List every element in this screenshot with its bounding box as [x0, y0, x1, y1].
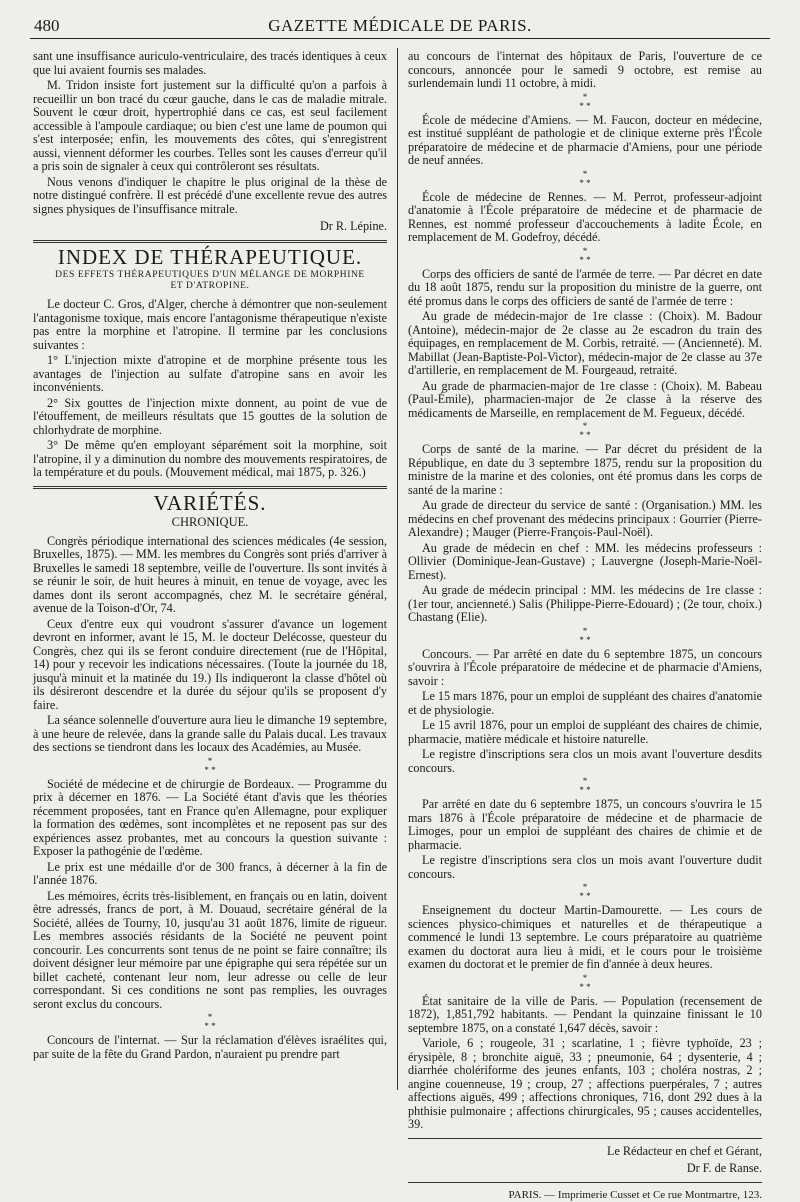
paragraph: Au grade de pharmacien-major de 1re classe : (Choix). M. Babeau (Paul-Émile), pharmacien-major de 2e classe à la réserve des médicaments de Marseille, en remplacement de M. Fegueux, décédé.: [408, 380, 762, 421]
paragraph: 3° De même qu'en employant séparément soit la morphine, soit l'atropine, il y a diminution du nombre des mouvements respiratoires, de la température et du pouls. (Mouvement médical, mai 1875, p. 326.): [33, 439, 387, 480]
paragraph: École de médecine de Rennes. — M. Perrot, professeur-adjoint d'anatomie à l'École préparatoire de médecine et de pharmacie de Rennes, est nommé professeur d'accouchements à ladite École, en remplacement de M. Godefroy, décédé.: [408, 191, 762, 245]
paragraph: Par arrêté en date du 6 septembre 1875, un concours s'ouvrira le 15 mars 1876 à l'École préparatoire de médecine et de pharmacie de Limoges, pour un emploi de suppléant des chaires de chimie et de pharmacie.: [408, 798, 762, 852]
asterism: * * *: [33, 1013, 387, 1031]
paragraph: Le prix est une médaille d'or de 300 francs, à décerner à la fin de l'année 1876.: [33, 861, 387, 888]
paragraph: Variole, 6 ; rougeole, 31 ; scarlatine, 1 ; fièvre typhoïde, 23 ; érysipèle, 8 ; bronchite aiguë, 33 ; pneumonie, 64 ; dysenterie, 4 ; diarrhée cholériforme des jeunes enfants, 103 ; choléra nostras, 2 ; angine couenneuse, 19 ; croup, 27 ; affections puerpérales, 7 ; autres affections aiguës, 499 ; affections chroniques, 716, dont 292 dues à la phthisie pulmonaire ; affections chirurgicales, 95 ; causes accidentelles, 39.: [408, 1037, 762, 1132]
section-rule: [408, 1138, 762, 1139]
journal-title: GAZETTE MÉDICALE DE PARIS.: [30, 16, 770, 36]
editor-signature: Dr F. de Ranse.: [408, 1162, 762, 1176]
right-column: [408, 50, 762, 1202]
asterism: * * *: [408, 883, 762, 901]
page-header: [30, 14, 770, 39]
paragraph: Société de médecine et de chirurgie de Bordeaux. — Programme du prix à décerner en 1876. — La Société étant d'avis que les théories récemment proposées, tant en France qu'en Allemagne, pour expliquer la formation des œdèmes, sont incomplètes et ne reposent pas sur des expériences assez probantes, met au concours la question suivante : Exposer la pathogénie de l'œdème.: [33, 778, 387, 859]
left-column: [33, 50, 387, 1063]
asterism: * * *: [408, 422, 762, 440]
subsection-title: CHRONIQUE.: [33, 516, 387, 530]
paragraph: Les mémoires, écrits très-lisiblement, en français ou en latin, doivent être adressés, francs de port, à M. Douaud, secrétaire général de la Société, allées de Tourny, 10, jusqu'au 31 août 1876, limite de rigueur. Les membres associés résidants de la Société ne peuvent point concourir. Les concurrents sont tenus de ne point se faire connaître; ils doivent désigner leur mémoire par une épigraphe qui sera répétée sur un billet cacheté, contenant leur nom, leur adresse ou celle de leur correspondant. Si ces conditions ne sont pas remplies, les ouvrages seront exclus du concours.: [33, 890, 387, 1012]
paragraph: École de médecine d'Amiens. — M. Faucon, docteur en médecine, est institué suppléant de pathologie et de clinique externe près l'École préparatoire de médecine et de pharmacie d'Amiens, pour une période de neuf années.: [408, 114, 762, 168]
paragraph: Le registre d'inscriptions sera clos un mois avant l'ouverture desdits concours.: [408, 748, 762, 775]
section-rule: [408, 1182, 762, 1183]
paragraph: Concours. — Par arrêté en date du 6 septembre 1875, un concours s'ouvrira à l'École préparatoire de médecine et de pharmacie d'Amiens, savoir :: [408, 648, 762, 689]
paragraph: Enseignement du docteur Martin-Damourette. — Les cours de sciences physico-chimiques et naturelles et de thérapeutique a commencé le lundi 13 septembre. Le cours préparatoire au quatrième examen du doctorat aura lieu à midi, et le cours pour le troisième examen du doctorat et le premier de fin d'année à deux heures.: [408, 904, 762, 972]
section-rule: [33, 486, 387, 489]
asterism: * * *: [408, 93, 762, 111]
paragraph: Le docteur C. Gros, d'Alger, cherche à démontrer que non-seulement l'antagonisme toxique, mais encore l'antagonisme thérapeutique n'existe pas entre la morphine et l'atropine. Il termine par les conclusions suivantes :: [33, 298, 387, 352]
paragraph: 2° Six gouttes de l'injection mixte donnent, au point de vue de l'étouffement, de meilleurs résultats que 15 gouttes de la solution de chlorhydrate de morphine.: [33, 397, 387, 438]
asterism: * * *: [33, 757, 387, 775]
paragraph: Au grade de directeur du service de santé : (Organisation.) MM. les médecins en chef provenant des médecins principaux : Gourrier (Pierre-Alexandre) ; Mauger (Pierre-François-Paul-Noël).: [408, 499, 762, 540]
asterism: * * *: [408, 627, 762, 645]
paragraph: Le 15 avril 1876, pour un emploi de suppléant des chaires de chimie, pharmacie, matière médicale et histoire naturelle.: [408, 719, 762, 746]
paragraph: État sanitaire de la ville de Paris. — Population (recensement de 1872), 1,851,792 habitants. — Pendant la quinzaine finissant le 10 septembre 1875, on a constaté 1,647 décès, savoir :: [408, 995, 762, 1036]
paragraph: Au grade de médecin en chef : MM. les médecins professeurs : Ollivier (Dominique-Jean-Gustave) ; Lauvergne (Joseph-Marie-Noël-Ernest).: [408, 542, 762, 583]
section-title: INDEX DE THÉRAPEUTIQUE.: [33, 251, 387, 265]
paragraph: La séance solennelle d'ouverture aura lieu le dimanche 19 septembre, à une heure de relevée, dans la grande salle du Palais ducal. Les travaux des sections se tiendront dans les locaux des Académies, au Musée.: [33, 714, 387, 755]
asterism: * * *: [408, 170, 762, 188]
paragraph: Au grade de médecin principal : MM. les médecins de 1re classe : (1er tour, ancienneté.) Salis (Philippe-Pierre-Edouard) ; (2e tour, choix.) Chastang (Elie).: [408, 584, 762, 625]
paragraph: Le 15 mars 1876, pour un emploi de suppléant des chaires d'anatomie et de physiologie.: [408, 690, 762, 717]
paragraph: Concours de l'internat. — Sur la réclamation d'élèves israélites qui, par suite de la fête du Grand Pardon, n'auraient pu prendre part: [33, 1034, 387, 1061]
paragraph: sant une insuffisance auriculo-ventriculaire, des tracés identiques à ceux que lui avaient fournis ses malades.: [33, 50, 387, 77]
column-divider: [397, 48, 398, 1090]
section-title: VARIÉTÉS.: [33, 497, 387, 511]
paragraph: Au grade de médecin-major de 1re classe : (Choix). M. Badour (Antoine), médecin-major de 2e classe au 2e escadron du train des équipages, en remplacement de M. Corbis, retraité. — (Ancienneté). M. Mabillat (Jean-Baptiste-Pol-Victor), médecin-major de 2e classe au 37e d'artillerie, en remplacement de M. Fourgeaud, retraité.: [408, 310, 762, 378]
printer-imprint: PARIS. — Imprimerie Cusset et Ce rue Montmartre, 123.: [408, 1189, 762, 1202]
paragraph: au concours de l'internat des hôpitaux de Paris, l'ouverture de ce concours, annoncée pour le samedi 9 octobre, est remise au surlendemain lundi 11 octobre, à midi.: [408, 50, 762, 91]
signature: Dr R. Lépine.: [33, 220, 387, 234]
article-subtitle: DES EFFETS THÉRAPEUTIQUES D'UN MÉLANGE DE MORPHINE ET D'ATROPINE.: [51, 270, 369, 292]
paragraph: Le registre d'inscriptions sera clos un mois avant l'ouverture dudit concours.: [408, 854, 762, 881]
asterism: * * *: [408, 247, 762, 265]
paragraph: 1° L'injection mixte d'atropine et de morphine présente tous les avantages de l'injection au sulfate d'atropine sans en avoir les inconvénients.: [33, 354, 387, 395]
paragraph: Ceux d'entre eux qui voudront s'assurer d'avance un logement devront en informer, avant le 15, M. le docteur Delécosse, questeur du Congrès, chez qui ils se feront conduire directement (rue de l'Hôpital, 14) pour y recevoir les indications nécessaires. (Toute la journée du 18, jusqu'à minuit et la matinée du 19.) Ils indiqueront la classe d'hôtel où ils désireront descendre et la durée du séjour qu'ils se proposent d'y faire.: [33, 618, 387, 713]
paragraph: Congrès périodique international des sciences médicales (4e session, Bruxelles, 1875). — MM. les membres du Congrès sont priés d'arriver à Bruxelles le samedi 18 septembre, veille de l'ouverture. Ils sont invités à se réunir le soir, de huit heures à minuit, en tenue de voyage, avec les dames dont ils seront accompagnés, chez M. le secrétaire général, avenue de la Toison-d'Or, 74.: [33, 535, 387, 616]
paragraph: M. Tridon insiste fort justement sur la difficulté qu'on a parfois à recueillir un bon tracé du cœur gauche, dans le cas de maladie mitrale. Souvent le cœur droit, hypertrophié dans ce cas, est seul facilement accessible à l'ampoule cardiaque; ou bien c'est une lame de poumon qui s'est interposée; enfin, les mouvements des côtes, qui s'enregistrent aussi, viennent déformer les courbes. Telles sont les causes d'erreur qu'il a pris soin de signaler à ceux qui contrôleront ses résultats.: [33, 79, 387, 174]
section-rule: [33, 240, 387, 243]
paragraph: Nous venons d'indiquer le chapitre le plus original de la thèse de notre distingué confrère. Il est précédé d'une excellente revue des autres signes physiques de l'insuffisance mitrale.: [33, 176, 387, 217]
paragraph: Corps de santé de la marine. — Par décret du président de la République, en date du 3 septembre 1875, rendu sur la proposition du ministre de la marine et des colonies, ont été promus dans les corps de santé de la marine :: [408, 443, 762, 497]
asterism: * * *: [408, 777, 762, 795]
paragraph: Corps des officiers de santé de l'armée de terre. — Par décret en date du 18 août 1875, rendu sur la proposition du ministre de la guerre, ont été promus dans le corps des officiers de santé de l'armée de terre :: [408, 268, 762, 309]
editor-line: Le Rédacteur en chef et Gérant,: [408, 1145, 762, 1159]
asterism: * * *: [408, 974, 762, 992]
page-number: 480: [34, 16, 60, 36]
